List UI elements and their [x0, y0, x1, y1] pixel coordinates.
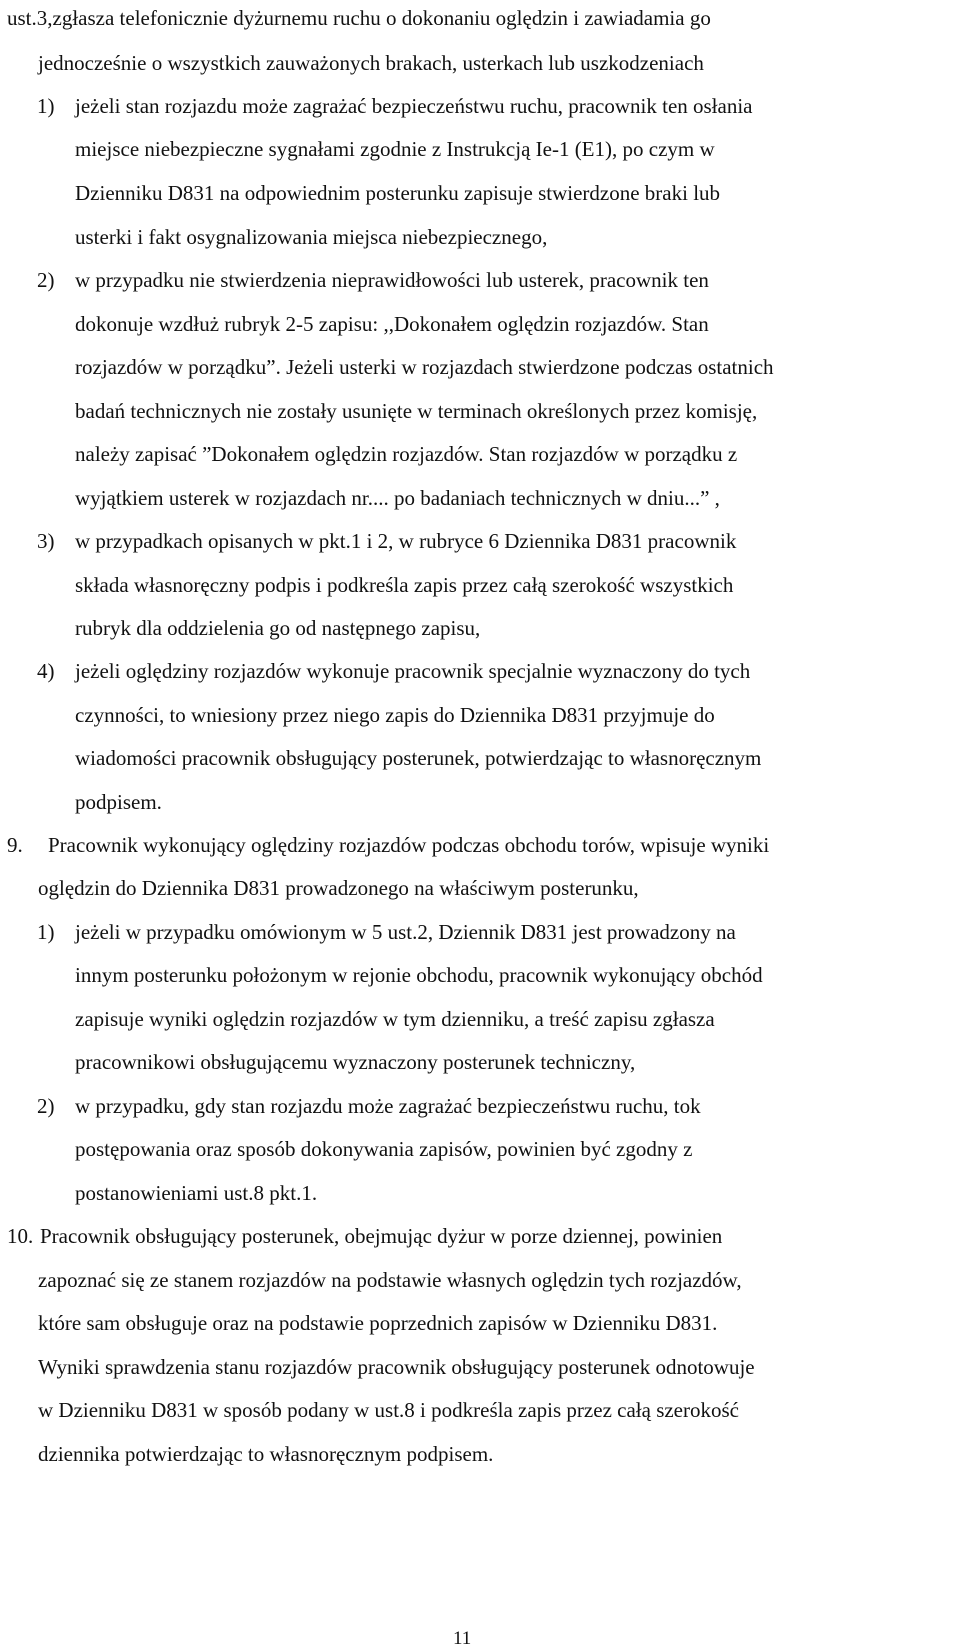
list-item-line: należy zapisać ”Dokonałem oględzin rozjazdów. Stan rozjazdów w porządku z [75, 442, 738, 466]
section-line: w Dzienniku D831 w sposób podany w ust.8 i podkreśla zapis przez całą szerokość [38, 1398, 739, 1422]
section-line: oględzin do Dziennika D831 prowadzonego na właściwym posterunku, [38, 876, 639, 900]
page-number: 11 [453, 1628, 472, 1649]
list-item-line: jeżeli w przypadku omówionym w 5 ust.2, Dziennik D831 jest prowadzony na [75, 920, 736, 944]
list-item-number: 2) [37, 1094, 55, 1118]
list-item-line: w przypadku, gdy stan rozjazdu może zagrażać bezpieczeństwu ruchu, tok [75, 1094, 701, 1118]
section-line: Pracownik wykonujący oględziny rozjazdów podczas obchodu torów, wpisuje wyniki [48, 833, 770, 857]
list-item-number: 1) [37, 920, 55, 944]
section-line: Pracownik obsługujący posterunek, obejmując dyżur w porze dziennej, powinien [40, 1224, 723, 1248]
list-item-line: jeżeli stan rozjazdu może zagrażać bezpieczeństwu ruchu, pracownik ten osłania [75, 94, 753, 118]
list-item-number: 2) [37, 268, 55, 292]
list-item-line: w przypadkach opisanych w pkt.1 i 2, w rubryce 6 Dziennika D831 pracownik [75, 529, 737, 553]
section-number: 10. [7, 1224, 34, 1248]
section-line: Wyniki sprawdzenia stanu rozjazdów pracownik obsługujący posterunek odnotowuje [38, 1355, 755, 1379]
list-item-line: Dzienniku D831 na odpowiednim posterunku zapisuje stwierdzone braki lub [75, 181, 721, 205]
text-line: ust.3,zgłasza telefonicznie dyżurnemu ruchu o dokonaniu oględzin i zawiadamia go [7, 6, 711, 30]
list-item-line: czynności, to wniesiony przez niego zapis do Dziennika D831 przyjmuje do [75, 703, 715, 727]
list-item-line: pracownikowi obsługującemu wyznaczony posterunek techniczny, [75, 1050, 636, 1074]
list-item-line: miejsce niebezpieczne sygnałami zgodnie z Instrukcją Ie-1 (E1), po czym w [75, 137, 715, 161]
list-item-line: postępowania oraz sposób dokonywania zapisów, powinien być zgodny z [75, 1137, 693, 1161]
list-item-number: 1) [37, 94, 55, 118]
list-item-line: wiadomości pracownik obsługujący posterunek, potwierdzając to własnoręcznym [75, 746, 762, 770]
list-item-line: innym posterunku położonym w rejonie obchodu, pracownik wykonujący obchód [75, 963, 763, 987]
list-item-line: rozjazdów w porządku”. Jeżeli usterki w rozjazdach stwierdzone podczas ostatnich [75, 355, 774, 379]
section-line: zapoznać się ze stanem rozjazdów na podstawie własnych oględzin tych rozjazdów, [38, 1268, 742, 1292]
list-item-line: postanowieniami ust.8 pkt.1. [75, 1181, 318, 1205]
list-item-line: podpisem. [75, 790, 162, 814]
section-number: 9. [7, 833, 23, 857]
list-item-line: składa własnoręczny podpis i podkreśla zapis przez całą szerokość wszystkich [75, 573, 734, 597]
list-item-line: dokonuje wzdłuż rubryk 2-5 zapisu: ,,Dokonałem oględzin rozjazdów. Stan [75, 312, 709, 336]
list-item-line: rubryk dla oddzielenia go od następnego zapisu, [75, 616, 481, 640]
section-line: które sam obsługuje oraz na podstawie poprzednich zapisów w Dzienniku D831. [38, 1311, 718, 1335]
text-line: jednocześnie o wszystkich zauważonych brakach, usterkach lub uszkodzeniach [38, 51, 704, 75]
list-item-line: wyjątkiem usterek w rozjazdach nr.... po badaniach technicznych w dniu...” , [75, 486, 720, 510]
list-item-line: usterki i fakt osygnalizowania miejsca niebezpiecznego, [75, 225, 548, 249]
list-item-line: badań technicznych nie zostały usunięte w terminach określonych przez komisję, [75, 399, 758, 423]
list-item-line: jeżeli oględziny rozjazdów wykonuje pracownik specjalnie wyznaczony do tych [75, 659, 751, 683]
list-item-number: 3) [37, 529, 55, 553]
section-line: dziennika potwierdzając to własnoręcznym podpisem. [38, 1442, 494, 1466]
list-item-line: w przypadku nie stwierdzenia nieprawidłowości lub usterek, pracownik ten [75, 268, 709, 292]
list-item-line: zapisuje wyniki oględzin rozjazdów w tym dzienniku, a treść zapisu zgłasza [75, 1007, 715, 1031]
list-item-number: 4) [37, 659, 55, 683]
